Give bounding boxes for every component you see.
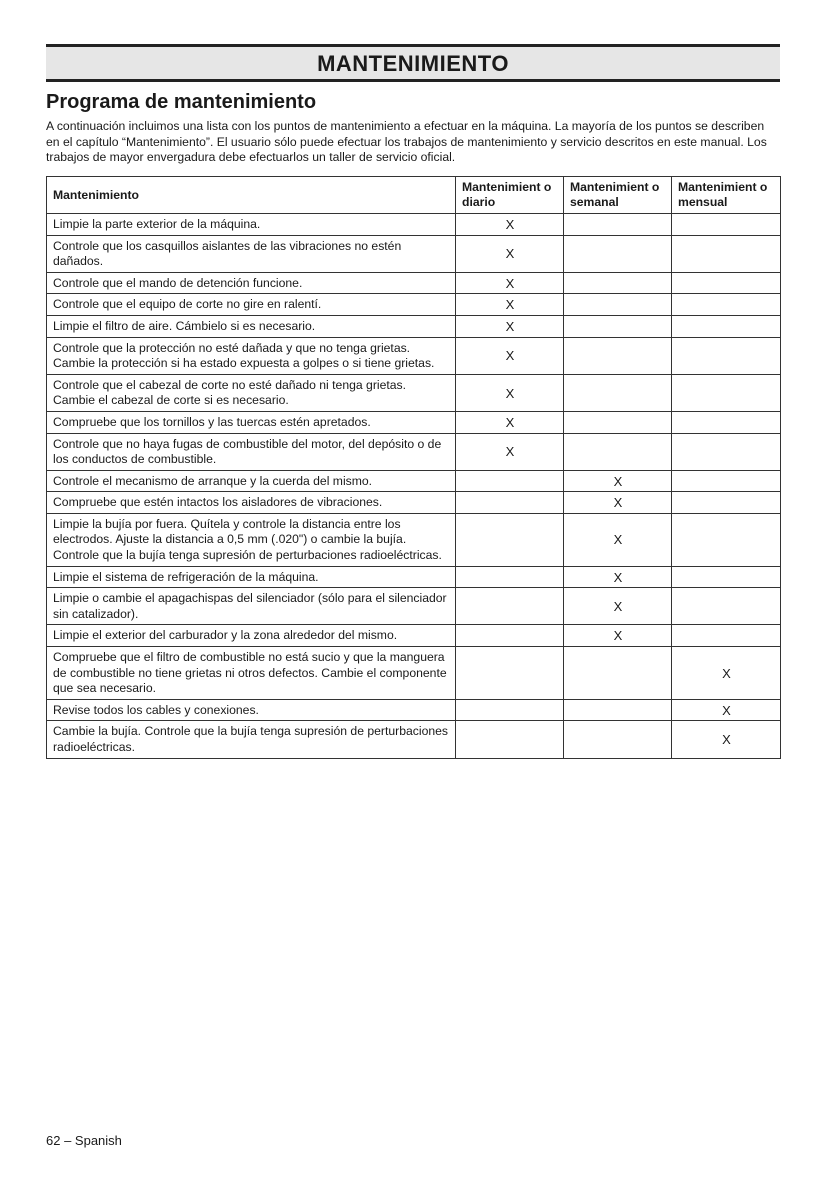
weekly-mark: [564, 411, 672, 433]
table-row: [47, 566, 781, 588]
monthly-mark: [672, 315, 781, 337]
table-row: [47, 315, 781, 337]
task-cell: Revise todos los cables y conexiones.: [47, 699, 456, 721]
table-body: [47, 213, 781, 758]
monthly-mark: [672, 411, 781, 433]
monthly-mark: X: [672, 699, 781, 721]
daily-mark: X: [456, 213, 564, 235]
weekly-mark: [564, 315, 672, 337]
weekly-mark: [564, 213, 672, 235]
daily-mark: [456, 566, 564, 588]
daily-mark: [456, 588, 564, 625]
monthly-mark: [672, 272, 781, 294]
table-row: [47, 272, 781, 294]
daily-mark: [456, 470, 564, 492]
monthly-mark: [672, 513, 781, 566]
table-row: [47, 411, 781, 433]
section-title: Programa de mantenimiento: [46, 91, 317, 113]
table-row: [47, 470, 781, 492]
monthly-mark: X: [672, 721, 781, 758]
monthly-mark: [672, 470, 781, 492]
monthly-mark: [672, 492, 781, 514]
column-header-task: Mantenimiento: [47, 176, 456, 213]
task-cell: Limpie el exterior del carburador y la zona alrededor del mismo.: [47, 625, 456, 647]
page-footer: 62 – Spanish: [46, 1133, 122, 1148]
monthly-mark: [672, 294, 781, 316]
task-cell: Compruebe que el filtro de combustible no está sucio y que la manguera de combustible no tiene grietas ni otros defectos. Cambie el componente que sea necesario.: [47, 647, 456, 700]
weekly-mark: X: [564, 492, 672, 514]
table-row: [47, 699, 781, 721]
daily-mark: X: [456, 315, 564, 337]
task-cell: Controle que el mando de detención funcione.: [47, 272, 456, 294]
table-row: [47, 433, 781, 470]
task-cell: Cambie la bujía. Controle que la bujía tenga supresión de perturbaciones radioeléctricas.: [47, 721, 456, 758]
daily-mark: [456, 699, 564, 721]
monthly-mark: [672, 588, 781, 625]
weekly-mark: [564, 647, 672, 700]
task-cell: Controle el mecanismo de arranque y la cuerda del mismo.: [47, 470, 456, 492]
weekly-mark: [564, 294, 672, 316]
monthly-mark: [672, 625, 781, 647]
chapter-banner: MANTENIMIENTO: [46, 44, 780, 82]
daily-mark: X: [456, 411, 564, 433]
task-cell: Compruebe que los tornillos y las tuercas estén apretados.: [47, 411, 456, 433]
column-header-weekly: Mantenimient o semanal: [564, 176, 672, 213]
table-row: [47, 513, 781, 566]
monthly-mark: [672, 235, 781, 272]
page: [46, 44, 780, 759]
weekly-mark: [564, 337, 672, 374]
daily-mark: X: [456, 294, 564, 316]
column-header-monthly: Mantenimient o mensual: [672, 176, 781, 213]
daily-mark: [456, 625, 564, 647]
monthly-mark: [672, 337, 781, 374]
table-row: [47, 337, 781, 374]
daily-mark: X: [456, 374, 564, 411]
task-cell: Limpie el sistema de refrigeración de la máquina.: [47, 566, 456, 588]
monthly-mark: [672, 433, 781, 470]
table-row: [47, 721, 781, 758]
daily-mark: X: [456, 272, 564, 294]
weekly-mark: X: [564, 625, 672, 647]
task-cell: Controle que el equipo de corte no gire en ralentí.: [47, 294, 456, 316]
weekly-mark: X: [564, 588, 672, 625]
weekly-mark: X: [564, 470, 672, 492]
intro-paragraph: A continuación incluimos una lista con los puntos de mantenimiento a efectuar en la máquina. La mayoría de los puntos se describen en el capítulo “Mantenimiento”. El usuario sólo puede efectuar los trabajos de mantenimiento y servicio descritos en este manual. Los trabajos de mayor envergadura debe efectuarlos un taller de servicio oficial.: [46, 119, 767, 165]
daily-mark: [456, 721, 564, 758]
table-row: [47, 294, 781, 316]
weekly-mark: X: [564, 513, 672, 566]
monthly-mark: [672, 566, 781, 588]
task-cell: Controle que la protección no esté dañada y que no tenga grietas. Cambie la protección si ha estado expuesta a golpes o si tiene grietas.: [47, 337, 456, 374]
table-row: [47, 625, 781, 647]
monthly-mark: X: [672, 647, 781, 700]
monthly-mark: [672, 213, 781, 235]
weekly-mark: [564, 433, 672, 470]
task-cell: Compruebe que estén intactos los aisladores de vibraciones.: [47, 492, 456, 514]
daily-mark: X: [456, 337, 564, 374]
weekly-mark: [564, 699, 672, 721]
table-row: [47, 588, 781, 625]
weekly-mark: [564, 235, 672, 272]
monthly-mark: [672, 374, 781, 411]
weekly-mark: [564, 721, 672, 758]
task-cell: Limpie la parte exterior de la máquina.: [47, 213, 456, 235]
task-cell: Controle que no haya fugas de combustible del motor, del depósito o de los conductos de combustible.: [47, 433, 456, 470]
weekly-mark: X: [564, 566, 672, 588]
task-cell: Limpie o cambie el apagachispas del silenciador (sólo para el silenciador sin catalizador).: [47, 588, 456, 625]
daily-mark: [456, 647, 564, 700]
task-cell: Limpie el filtro de aire. Cámbielo si es necesario.: [47, 315, 456, 337]
column-header-daily: Mantenimient o diario: [456, 176, 564, 213]
table-row: [47, 374, 781, 411]
daily-mark: [456, 492, 564, 514]
weekly-mark: [564, 272, 672, 294]
table-row: [47, 492, 781, 514]
table-header-row: [47, 176, 781, 213]
task-cell: Controle que los casquillos aislantes de las vibraciones no estén dañados.: [47, 235, 456, 272]
daily-mark: [456, 513, 564, 566]
weekly-mark: [564, 374, 672, 411]
daily-mark: X: [456, 433, 564, 470]
table-row: [47, 213, 781, 235]
daily-mark: X: [456, 235, 564, 272]
table-row: [47, 235, 781, 272]
maintenance-schedule-table: [46, 176, 781, 759]
task-cell: Controle que el cabezal de corte no esté dañado ni tenga grietas. Cambie el cabezal de corte si es necesario.: [47, 374, 456, 411]
table-row: [47, 647, 781, 700]
task-cell: Limpie la bujía por fuera. Quítela y controle la distancia entre los electrodos. Ajuste la distancia a 0,5 mm (.020") o cambie la bujía. Controle que la bujía tenga supresión de perturbaciones radioeléctricas.: [47, 513, 456, 566]
